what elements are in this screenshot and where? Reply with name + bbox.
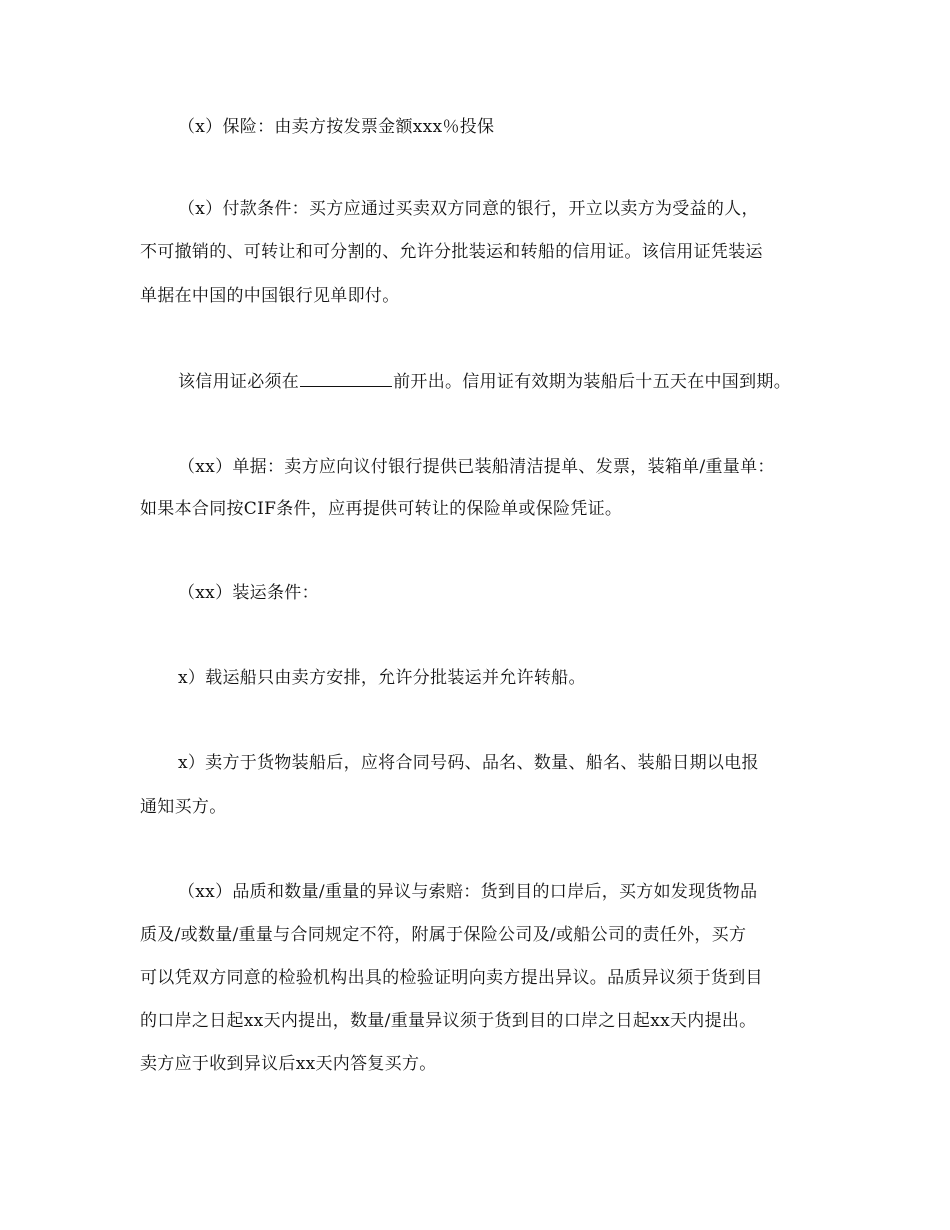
claims-clause-line-3: 可以凭双方同意的检验机构出具的检验证明向卖方提出异议。品质异议须于货到目 bbox=[140, 968, 763, 988]
fill-in-blank bbox=[300, 370, 392, 387]
shipment-item-1: x）载运船只由卖方安排，允许分批装运并允许转船。 bbox=[178, 668, 586, 688]
documents-clause-line-2: 如果本合同按CIF条件，应再提供可转让的保险单或保险凭证。 bbox=[140, 499, 623, 519]
shipment-heading: （xx）装运条件： bbox=[178, 583, 319, 603]
lc-validity-after-blank: 前开出。信用证有效期为装船后十五天在中国到期。 bbox=[393, 372, 792, 392]
claims-clause-line-5: 卖方应于收到异议后xx天内答复买方。 bbox=[140, 1054, 437, 1074]
claims-clause-line-2: 质及/或数量/重量与合同规定不符，附属于保险公司及/或船公司的责任外，买方 bbox=[140, 925, 747, 945]
shipment-item-2-line-2: 通知买方。 bbox=[140, 797, 227, 817]
insurance-clause: （x）保险：由卖方按发票金额xxx％投保 bbox=[178, 117, 495, 137]
documents-clause-line-1: （xx）单据：卖方应向议付银行提供已装船清洁提单、发票，装箱单/重量单： bbox=[178, 457, 775, 477]
claims-clause-line-1: （xx）品质和数量/重量的异议与索赔：货到目的口岸后，买方如发现货物品 bbox=[178, 882, 758, 902]
lc-validity-before-blank: 该信用证必须在 bbox=[178, 372, 300, 392]
lc-validity-clause bbox=[178, 370, 791, 393]
shipment-item-2-line-1: x）卖方于货物装船后，应将合同号码、品名、数量、船名、装船日期以电报 bbox=[178, 753, 759, 773]
payment-clause-line-1: （x）付款条件：买方应通过买卖双方同意的银行，开立以卖方为受益的人， bbox=[178, 199, 759, 219]
payment-clause-line-3: 单据在中国的中国银行见单即付。 bbox=[140, 286, 400, 306]
payment-clause-line-2: 不可撤销的、可转让和可分割的、允许分批装运和转船的信用证。该信用证凭装运 bbox=[140, 242, 763, 262]
claims-clause-line-4: 的口岸之日起xx天内提出，数量/重量异议须于货到目的口岸之日起xx天内提出。 bbox=[140, 1011, 757, 1031]
